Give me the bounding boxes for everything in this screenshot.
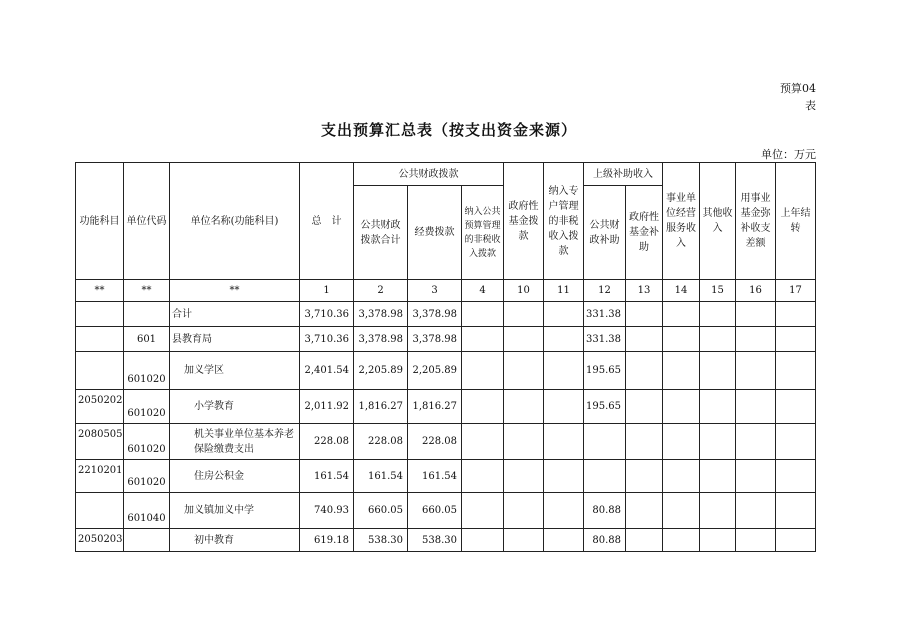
sup-public-cell: 331.38 — [584, 302, 626, 327]
unit-code-cell: 601020 — [124, 390, 170, 424]
sup-public-cell — [584, 424, 626, 460]
public-total-cell: 3,378.98 — [354, 327, 408, 352]
header-budget-mgmt: 纳入公共预算管理的非税收入拨款 — [462, 186, 504, 280]
header-func-code: 功能科目 — [76, 163, 124, 280]
operating-cell: 3,378.98 — [408, 302, 462, 327]
public-total-cell: 660.05 — [354, 493, 408, 529]
name-cell: 加义学区 — [170, 352, 300, 390]
total-cell: 2,011.92 — [300, 390, 354, 424]
index-cell: ** — [76, 280, 124, 302]
form-code-line1: 预算04 — [780, 82, 816, 95]
header-total: 总 计 — [300, 163, 354, 280]
unit-code-cell: 601020 — [124, 460, 170, 493]
table-row — [76, 302, 816, 327]
func-code-cell: 2210201 — [76, 460, 124, 493]
unit-code-cell — [124, 529, 170, 552]
index-cell: ** — [170, 280, 300, 302]
public-total-cell: 161.54 — [354, 460, 408, 493]
name-cell: 初中教育 — [170, 529, 300, 552]
table-row — [76, 424, 816, 460]
page-title: 支出预算汇总表（按支出资金来源） — [320, 121, 577, 139]
operating-cell: 2,205.89 — [408, 352, 462, 390]
expenditure-table — [75, 162, 816, 552]
index-cell: ** — [124, 280, 170, 302]
sup-public-cell: 195.65 — [584, 390, 626, 424]
public-total-cell: 538.30 — [354, 529, 408, 552]
header-public-total: 公共财政拨款合计 — [354, 186, 408, 280]
header-gov-fund: 政府性基金拨款 — [504, 163, 544, 280]
index-cell: 16 — [736, 280, 776, 302]
header-group-public: 公共财政拨款 — [354, 163, 504, 186]
header-carryover: 上年结转 — [776, 163, 816, 280]
unit-label: 单位：万元 — [761, 148, 816, 161]
func-code-cell: 2050203 — [76, 529, 124, 552]
index-cell: 11 — [544, 280, 584, 302]
name-cell: 加义镇加义中学 — [170, 493, 300, 529]
index-cell: 1 — [300, 280, 354, 302]
header-other: 其他收入 — [700, 163, 736, 280]
unit-code-cell: 601040 — [124, 493, 170, 529]
total-cell: 3,710.36 — [300, 302, 354, 327]
public-total-cell: 1,816.27 — [354, 390, 408, 424]
table-row — [76, 327, 816, 352]
unit-code-cell: 601020 — [124, 424, 170, 460]
index-cell: 2 — [354, 280, 408, 302]
header-balance-fund: 用事业基金弥补收支差额 — [736, 163, 776, 280]
func-code-cell — [76, 493, 124, 529]
unit-code-cell: 601 — [124, 327, 170, 352]
sup-public-cell: 80.88 — [584, 529, 626, 552]
table-row — [76, 352, 816, 390]
operating-cell: 660.05 — [408, 493, 462, 529]
unit-code-cell: 601020 — [124, 352, 170, 390]
func-code-cell: 2080505 — [76, 424, 124, 460]
header-special-acct: 纳入专户管理的非税收入拨款 — [544, 163, 584, 280]
table-row — [76, 390, 816, 424]
total-cell: 740.93 — [300, 493, 354, 529]
form-code — [780, 80, 816, 114]
table-row — [76, 529, 816, 552]
total-cell: 161.54 — [300, 460, 354, 493]
index-cell: 17 — [776, 280, 816, 302]
func-code-cell — [76, 327, 124, 352]
sup-public-cell: 331.38 — [584, 327, 626, 352]
index-cell: 15 — [700, 280, 736, 302]
name-cell: 机关事业单位基本养老保险缴费支出 — [170, 424, 300, 460]
public-total-cell: 228.08 — [354, 424, 408, 460]
name-cell: 合计 — [170, 302, 300, 327]
public-total-cell: 3,378.98 — [354, 302, 408, 327]
form-code-line2: 表 — [805, 99, 816, 112]
public-total-cell: 2,205.89 — [354, 352, 408, 390]
operating-cell: 228.08 — [408, 424, 462, 460]
total-cell: 228.08 — [300, 424, 354, 460]
index-cell: 3 — [408, 280, 462, 302]
header-operating: 经费拨款 — [408, 186, 462, 280]
func-code-cell — [76, 352, 124, 390]
name-cell: 住房公积金 — [170, 460, 300, 493]
unit-code-cell — [124, 302, 170, 327]
header-unit-code: 单位代码 — [124, 163, 170, 280]
index-cell: 10 — [504, 280, 544, 302]
index-cell: 4 — [462, 280, 504, 302]
table-row — [76, 460, 816, 493]
name-cell: 小学教育 — [170, 390, 300, 424]
header-sup-public: 公共财政补助 — [584, 186, 626, 280]
operating-cell: 538.30 — [408, 529, 462, 552]
name-cell: 县教育局 — [170, 327, 300, 352]
header-group-superior: 上级补助收入 — [584, 163, 663, 186]
index-cell: 12 — [584, 280, 626, 302]
table-row — [76, 493, 816, 529]
header-sup-gov: 政府性基金补助 — [626, 186, 663, 280]
index-cell: 13 — [626, 280, 663, 302]
total-cell: 619.18 — [300, 529, 354, 552]
index-row — [76, 280, 816, 302]
operating-cell: 3,378.98 — [408, 327, 462, 352]
header-name: 单位名称(功能科目) — [170, 163, 300, 280]
operating-cell: 1,816.27 — [408, 390, 462, 424]
total-cell: 2,401.54 — [300, 352, 354, 390]
operating-cell: 161.54 — [408, 460, 462, 493]
func-code-cell — [76, 302, 124, 327]
sup-public-cell: 80.88 — [584, 493, 626, 529]
index-cell: 14 — [663, 280, 700, 302]
sup-public-cell: 195.65 — [584, 352, 626, 390]
sup-public-cell — [584, 460, 626, 493]
func-code-cell: 2050202 — [76, 390, 124, 424]
total-cell: 3,710.36 — [300, 327, 354, 352]
header-business: 事业单位经营服务收入 — [663, 163, 700, 280]
